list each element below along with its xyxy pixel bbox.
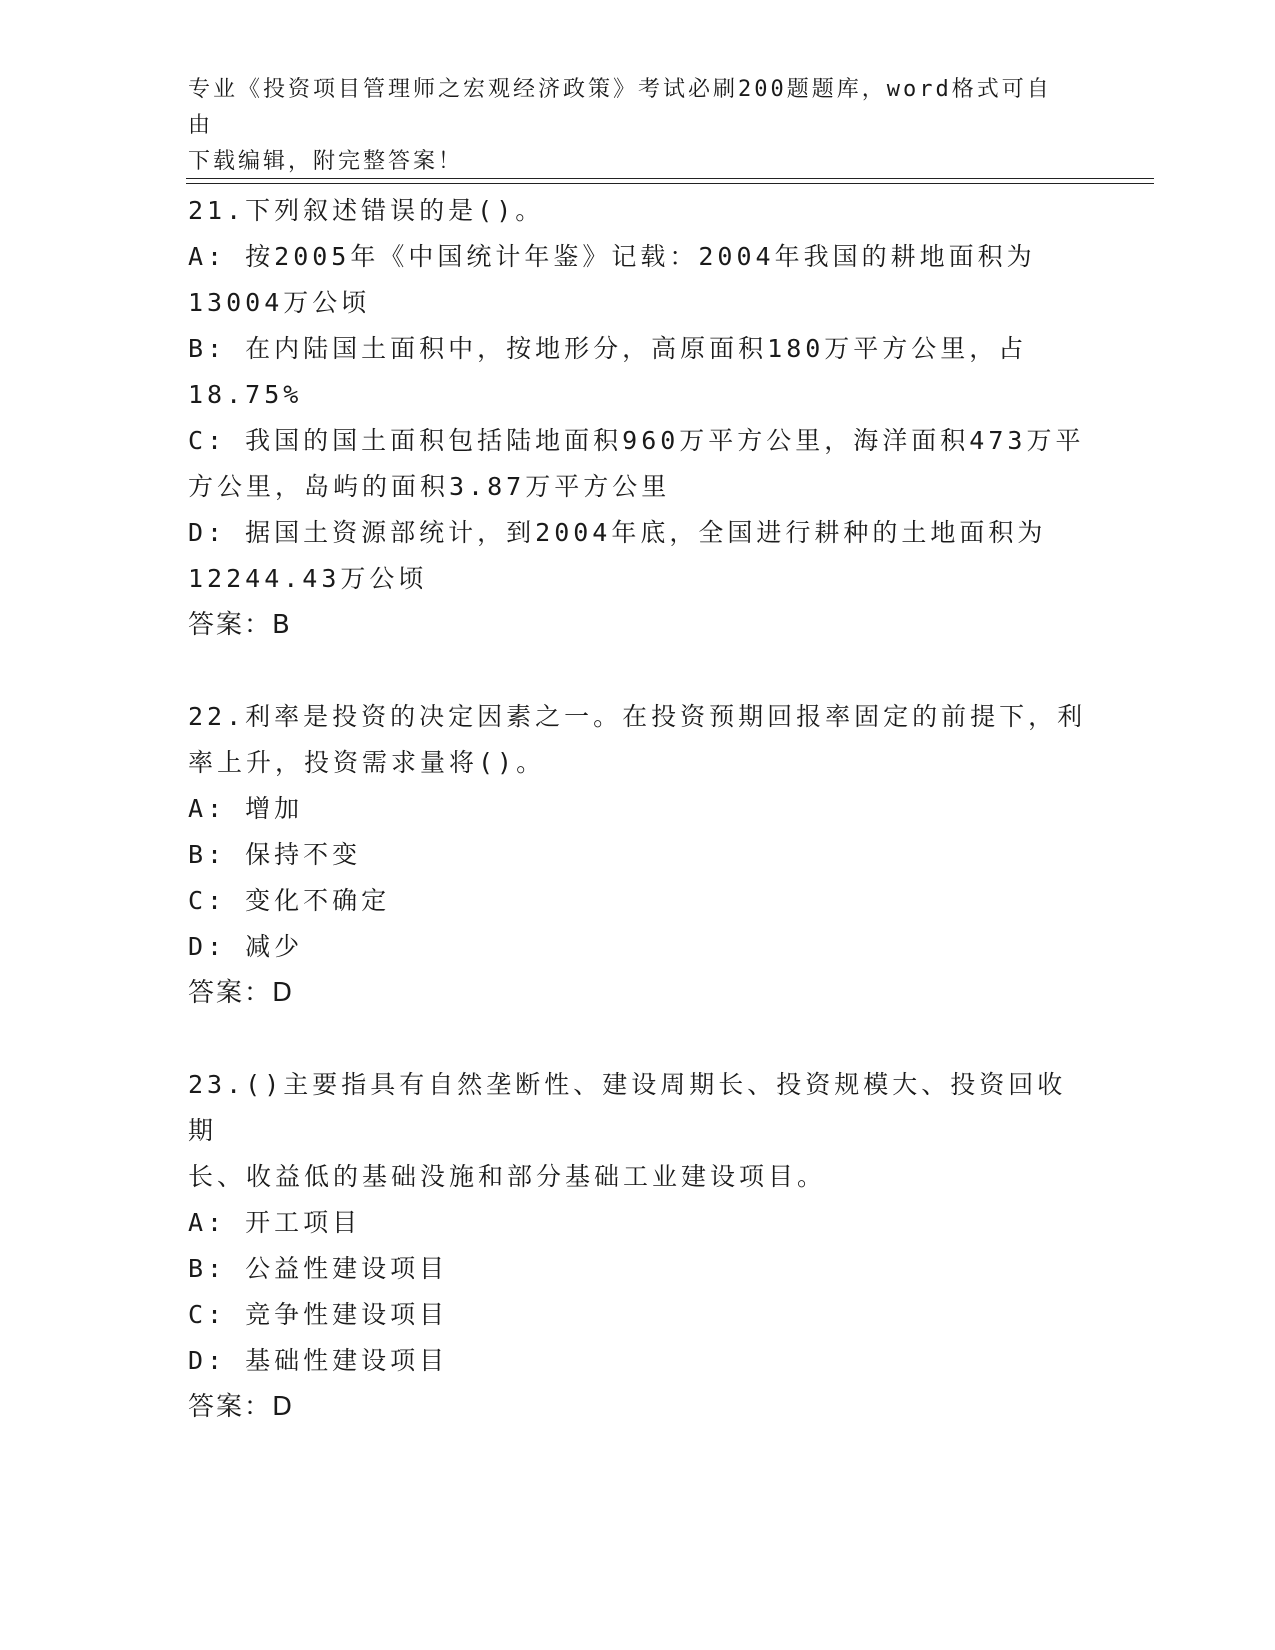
- option-d: D: 基础性建设项目: [188, 1346, 449, 1375]
- option-c: C: 我国的国土面积包括陆地面积960万平方公里，海洋面积473万平: [188, 426, 1085, 455]
- option-c-cont: 方公里，岛屿的面积3.87万平方公里: [188, 472, 671, 501]
- header-divider-top: [186, 178, 1154, 179]
- header-line-2: 下载编辑，附完整答案！: [188, 149, 464, 174]
- option-c: C: 竞争性建设项目: [188, 1300, 449, 1329]
- option-a: A: 按2005年《中国统计年鉴》记载：2004年我国的耕地面积为: [188, 242, 1036, 271]
- question-23: [188, 1062, 1088, 1430]
- option-c: C: 变化不确定: [188, 886, 391, 915]
- question-stem: 23.()主要指具有自然垄断性、建设周期长、投资规模大、投资回收期: [188, 1070, 1067, 1145]
- question-stem: 21.下列叙述错误的是()。: [188, 196, 545, 225]
- question-stem-cont: 率上升，投资需求量将()。: [188, 748, 546, 777]
- option-a: A: 增加: [188, 794, 304, 823]
- option-b: B: 在内陆国土面积中，按地形分，高原面积180万平方公里，占: [188, 334, 1028, 363]
- header-divider-bottom: [186, 183, 1154, 184]
- question-stem: 22.利率是投资的决定因素之一。在投资预期回报率固定的前提下，利: [188, 702, 1087, 731]
- option-b: B: 公益性建设项目: [188, 1254, 449, 1283]
- option-a: A: 开工项目: [188, 1208, 362, 1237]
- question-21: [188, 188, 1088, 648]
- document-header: [188, 72, 1068, 180]
- option-d: D: 据国土资源部统计，到2004年底，全国进行耕种的土地面积为: [188, 518, 1047, 547]
- option-d: D: 减少: [188, 932, 304, 961]
- answer-label: 答案：B: [188, 610, 292, 640]
- option-d-cont: 12244.43万公顷: [188, 564, 428, 593]
- option-b: B: 保持不变: [188, 840, 362, 869]
- question-22: [188, 694, 1088, 1016]
- header-line-1: 专业《投资项目管理师之宏观经济政策》考试必刷200题题库，word格式可自由: [188, 77, 1052, 138]
- option-a-cont: 13004万公顷: [188, 288, 371, 317]
- option-b-cont: 18.75%: [188, 380, 303, 409]
- answer-label: 答案：D: [188, 1392, 295, 1422]
- question-stem-cont: 长、收益低的基础没施和部分基础工业建设项目。: [188, 1162, 827, 1191]
- question-list: [188, 188, 1088, 1476]
- answer-label: 答案：D: [188, 978, 295, 1008]
